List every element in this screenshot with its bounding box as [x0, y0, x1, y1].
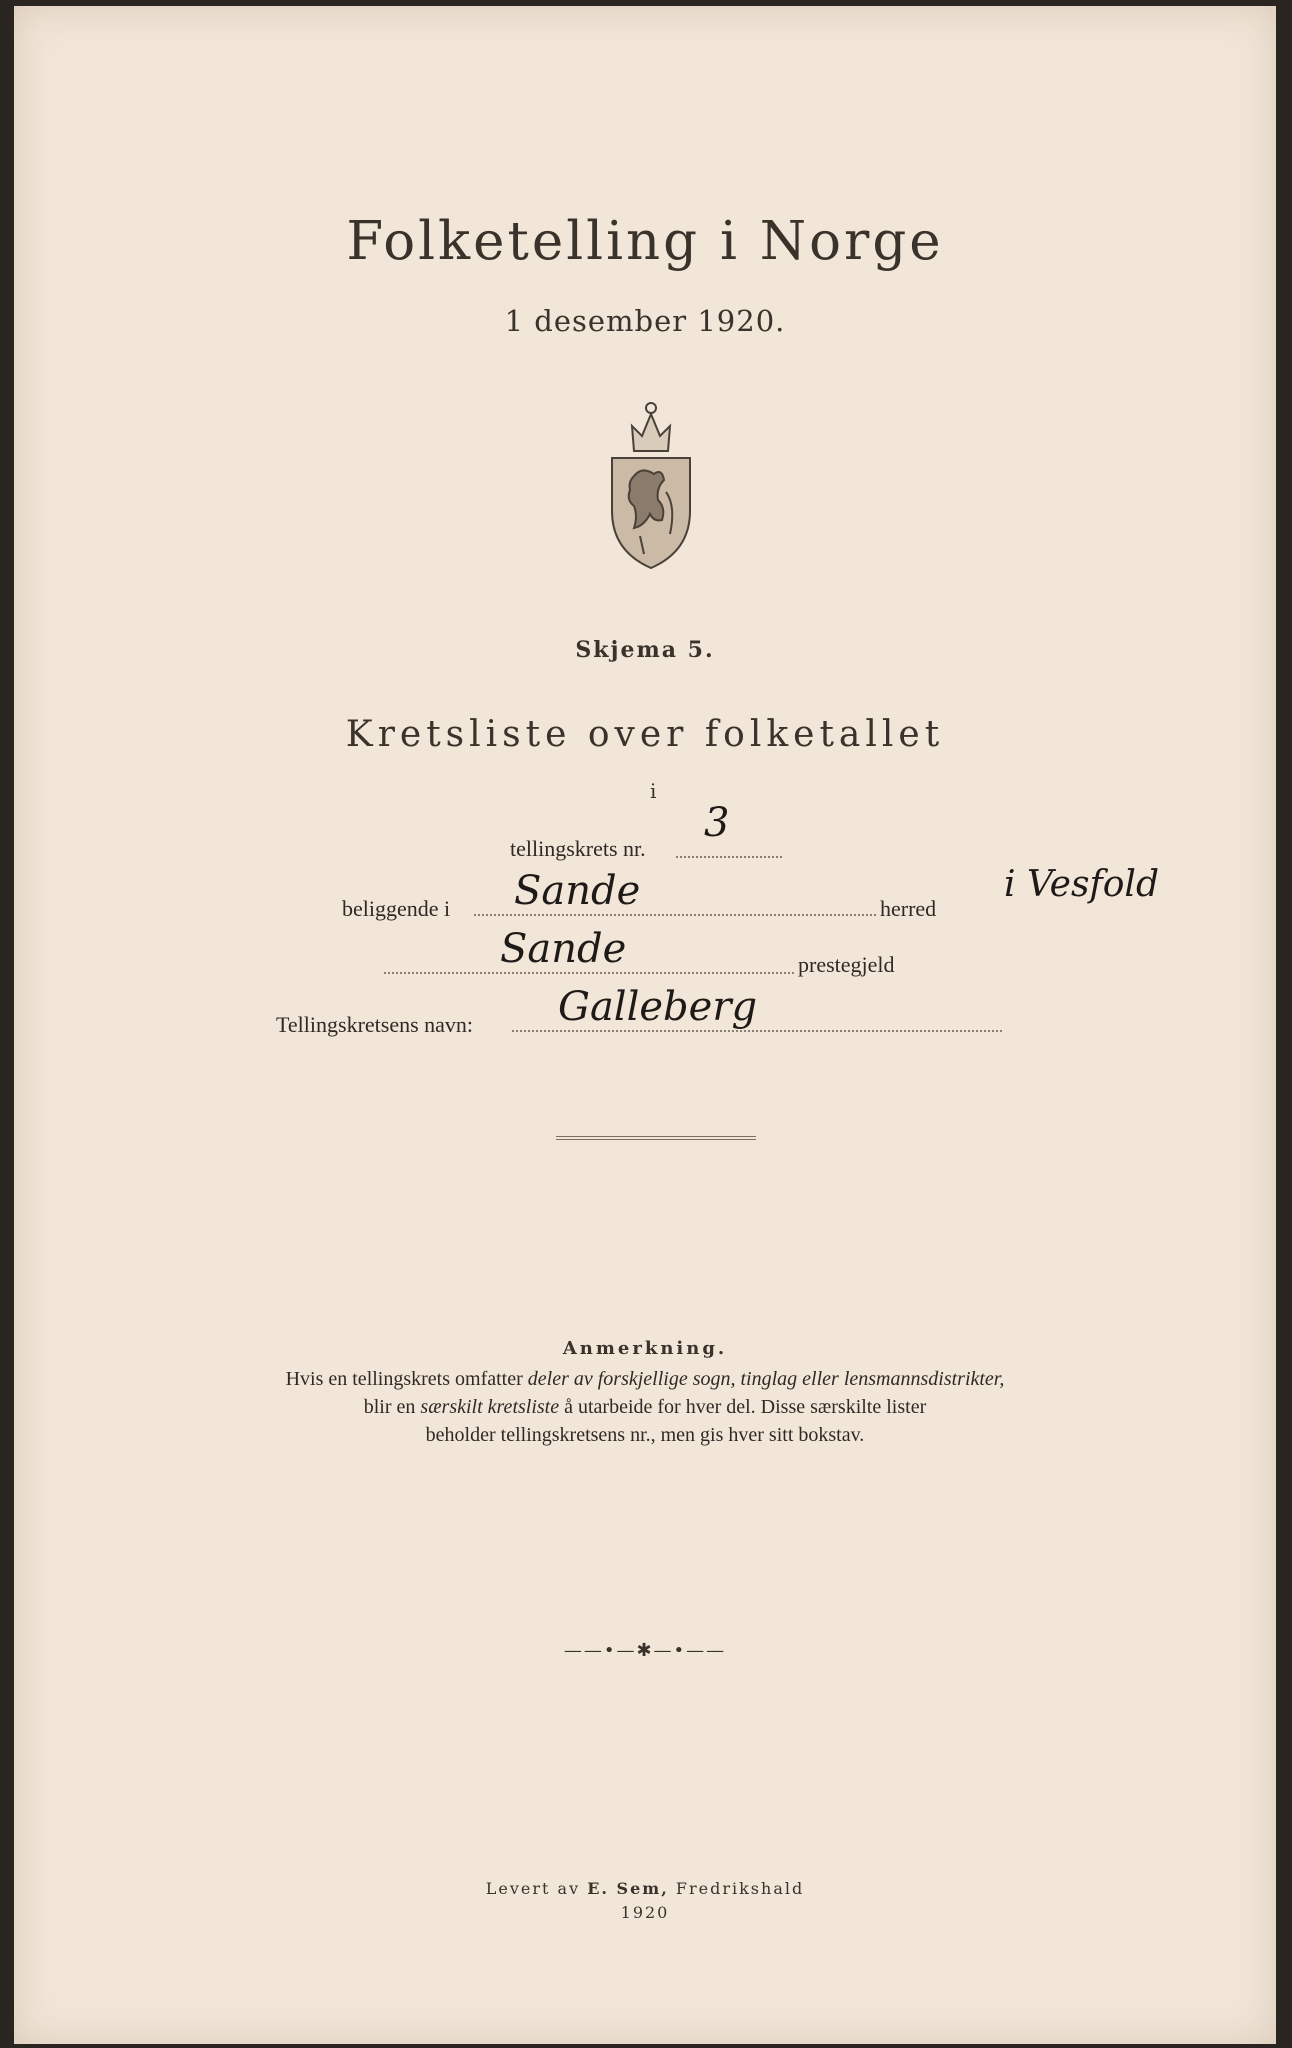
herred-label: herred [880, 896, 937, 921]
printer-line [14, 1879, 1276, 1898]
navn-field[interactable]: Galleberg [558, 984, 758, 1030]
krets-number-field[interactable]: 3 [704, 800, 730, 846]
census-date: 1 desember 1920. [504, 304, 786, 338]
beliggende-label: beliggende i [342, 896, 451, 921]
note-line-2-text-a: blir en [363, 1396, 421, 1418]
prestegjeld-dotted-line [384, 972, 794, 974]
scan-border [1276, 0, 1292, 2048]
census-form-page [14, 6, 1276, 2044]
note-line-3: beholder tellingskretsens nr., men gis hver sitt bokstav. [425, 1424, 865, 1446]
note-line-2 [14, 1396, 1276, 1419]
note-line-1-text: Hvis en tellingskrets omfatter [285, 1368, 528, 1390]
beliggende-field[interactable]: Sande [514, 868, 641, 914]
norwegian-coat-of-arms-icon [604, 396, 698, 571]
note-line-1 [14, 1368, 1276, 1391]
note-line-2-text-c: å utarbeide for hver del. Disse særskilte lister [559, 1396, 927, 1418]
printer-text-a: Levert av [485, 1879, 588, 1898]
herred-field[interactable]: i Vesfold [1004, 864, 1159, 905]
printer-name: E. Sem, [587, 1879, 669, 1898]
krets-label: tellingskrets nr. [510, 836, 646, 861]
schema-label: Skjema 5. [575, 637, 715, 663]
prestegjeld-label: prestegjeld [798, 952, 895, 977]
krets-dotted-line [676, 856, 782, 858]
page-subtitle: Kretsliste over folketallet [345, 714, 945, 755]
ornament-divider: ——•—✱—•—— [563, 1640, 727, 1661]
note-line-2-italic: særskilt kretsliste [420, 1396, 560, 1418]
beliggende-dotted-line [474, 914, 876, 916]
note-heading: Anmerkning. [562, 1338, 728, 1359]
prestegjeld-field[interactable]: Sande [500, 926, 627, 972]
printer-year: 1920 [620, 1903, 670, 1922]
subtitle-connector: i [650, 779, 657, 803]
note-line-1-italic: deler av forskjellige sogn, tinglag eller lensmannsdistrikter, [527, 1368, 1005, 1390]
page-title: Folketelling i Norge [346, 211, 944, 272]
section-divider [556, 1136, 756, 1140]
navn-dotted-line [512, 1030, 1002, 1032]
navn-label: Tellingskretsens navn: [276, 1012, 474, 1037]
printer-text-c: Fredrikshald [668, 1879, 805, 1898]
